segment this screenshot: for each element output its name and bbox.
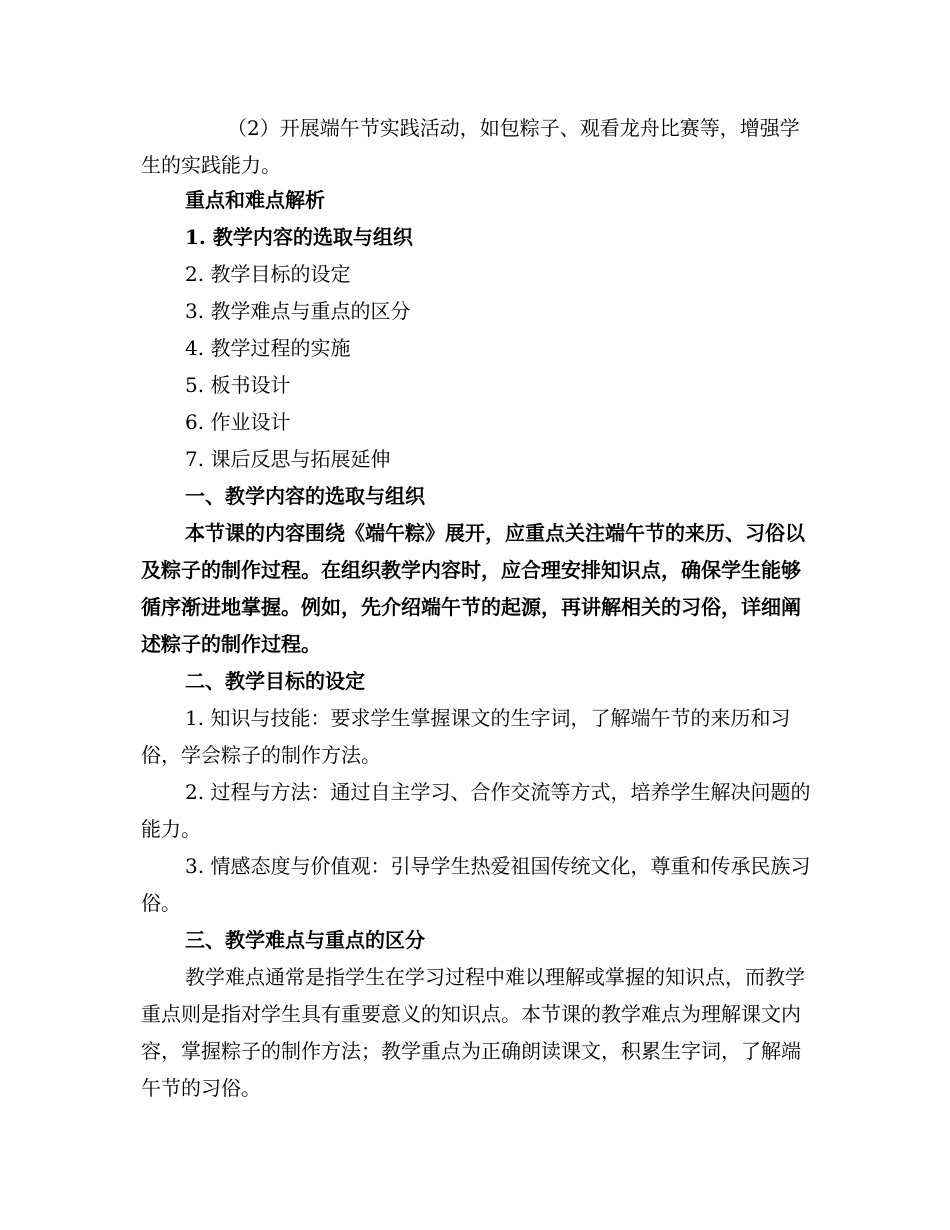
section2-item-3: 3. 情感态度与价值观：引导学生热爱祖国传统文化，尊重和传承民族习俗。 bbox=[141, 854, 811, 915]
outline-item-1: 1. 教学内容的选取与组织 bbox=[185, 225, 413, 249]
activity-paragraph: （2）开展端午节实践活动，如包粽子、观看龙舟比赛等，增强学生的实践能力。 bbox=[141, 116, 800, 177]
section2-item-1: 1. 知识与技能：要求学生掌握课文的生字词，了解端午节的来历和习俗，学会粽子的制作方法。 bbox=[141, 706, 791, 767]
key-points-heading: 重点和难点解析 bbox=[185, 188, 325, 212]
section3-heading: 三、教学难点与重点的区分 bbox=[185, 928, 425, 952]
outline-item-6: 6. 作业设计 bbox=[185, 410, 291, 434]
section1-heading: 一、教学内容的选取与组织 bbox=[185, 484, 425, 508]
section3-body: 教学难点通常是指学生在学习过程中难以理解或掌握的知识点，而教学重点则是指对学生具有重要意义的知识点。本节课的教学难点为理解课文内容，掌握粽子的制作方法；教学重点为正确朗读课文，积累生字词，了解端午节的习俗。 bbox=[141, 965, 805, 1100]
outline-item-2: 2. 教学目标的设定 bbox=[185, 262, 351, 286]
outline-item-7: 7. 课后反思与拓展延伸 bbox=[185, 447, 391, 471]
section1-body: 本节课的内容围绕《端午粽》展开，应重点关注端午节的来历、习俗以及粽子的制作过程。在组织教学内容时，应合理安排知识点，确保学生能够循序渐进地掌握。例如，先介绍端午节的起源，再讲解相关的习俗，详细阐述粽子的制作过程。 bbox=[141, 521, 805, 656]
section2-heading: 二、教学目标的设定 bbox=[185, 669, 365, 693]
section2-item-2: 2. 过程与方法：通过自主学习、合作交流等方式，培养学生解决问题的能力。 bbox=[141, 780, 811, 841]
outline-item-4: 4. 教学过程的实施 bbox=[185, 336, 351, 360]
outline-item-3: 3. 教学难点与重点的区分 bbox=[185, 299, 411, 323]
outline-item-5: 5. 板书设计 bbox=[185, 373, 291, 397]
